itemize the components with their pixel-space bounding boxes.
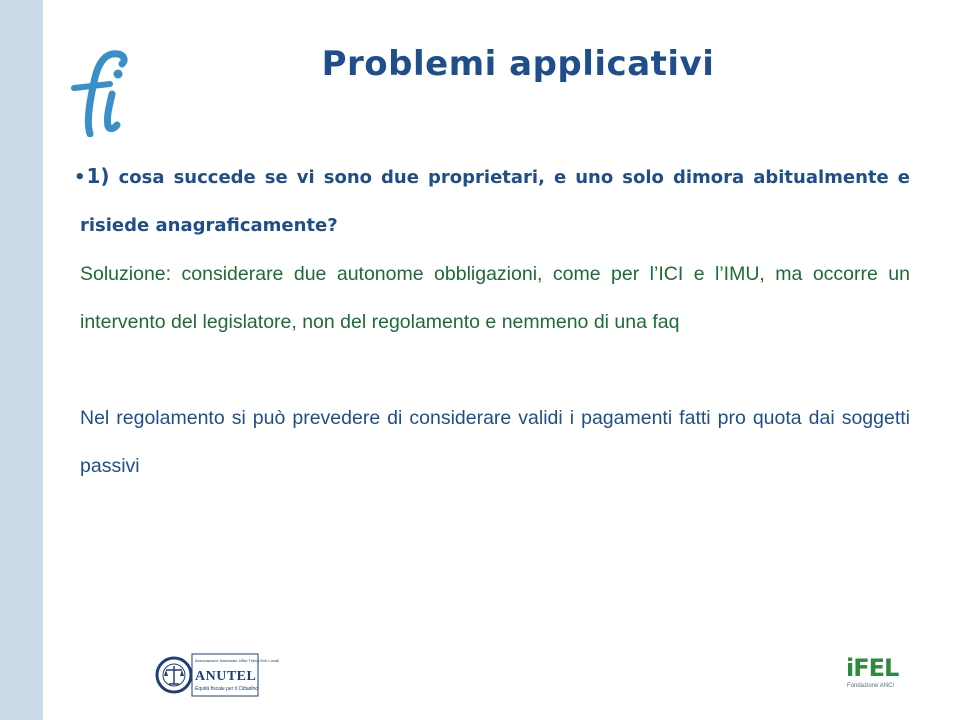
anutel-tagline: Equità fiscale per il Cittadino bbox=[195, 686, 259, 692]
anutel-logo bbox=[155, 652, 279, 698]
page-title: Problemi applicativi bbox=[321, 44, 715, 84]
left-decorative-band bbox=[0, 0, 43, 720]
ifel-subtitle: Fondazione ANCI bbox=[847, 683, 895, 689]
main-content bbox=[74, 152, 910, 490]
question-number: 1) bbox=[86, 164, 110, 188]
question-paragraph bbox=[74, 152, 910, 250]
bullet-icon: • bbox=[74, 167, 86, 188]
ifel-name: iFEL bbox=[846, 654, 899, 682]
solution-paragraph: Soluzione: considerare due autonome obbligazioni, come per l’ICI e l’IMU, ma occorre un intervento del legislatore, non del regolamento e nemmeno di una faq bbox=[80, 263, 910, 333]
note-paragraph: Nel regolamento si può prevedere di considerare validi i pagamenti fatti pro quota dai soggetti passivi bbox=[80, 407, 910, 477]
anutel-name: ANUTEL bbox=[195, 669, 257, 684]
spacer bbox=[80, 346, 910, 394]
question-text: cosa succede se vi sono due proprietari, e uno solo dimora abitualmente e risiede anagraficamente? bbox=[80, 167, 910, 236]
ifel-logo bbox=[846, 654, 906, 698]
anutel-top-line: Associazione Nazionale Uffici Tributi Enti Locali bbox=[195, 658, 279, 663]
